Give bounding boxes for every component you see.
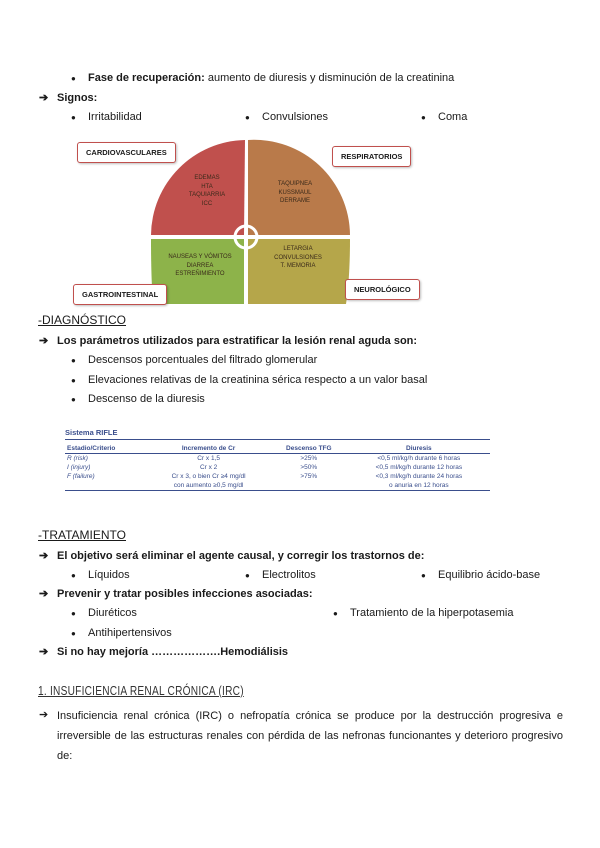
table-header-row: Estadio/Criterio Incremento de Cr Descenso TFG Diuresis [65, 444, 490, 454]
rifle-table [65, 444, 490, 491]
label-gastrointestinal: GASTROINTESTINAL [73, 284, 167, 305]
objetivo-item: ● Electrolitos [262, 569, 316, 581]
prevenir-item: ● Tratamiento de la hiperpotasemia [350, 607, 513, 619]
signo-item: ● Convulsiones [262, 111, 328, 123]
tratamiento-title: -TRATAMIENTO [38, 528, 126, 542]
signo-item: ● Coma [438, 111, 467, 123]
signo-item: ● Irritabilidad [88, 111, 142, 123]
table-row: R (risk) Cr x 1,5 >25% <0,5 ml/kg/h durante 6 horas [67, 455, 461, 462]
resp-text: TAQUIPNEA KUSSMAUL DERRAME [277, 181, 313, 205]
objetivo-item: ● Equilibrio ácido-base [438, 569, 540, 581]
irc-text: ➔ Insuficiencia renal crónica (IRC) o nefropatía crónica se produce por la destrucción progresiva e irreversible de las estructuras renales con pérdida de las nefronas funcionantes y deterioro progresivo de: [57, 706, 563, 766]
rifle-title: Sistema RIFLE [65, 428, 490, 440]
label-respiratorios: RESPIRATORIOS [332, 146, 411, 167]
recovery-text: aumento de diuresis y disminución de la creatinina [204, 72, 455, 84]
tratamiento-prevenir: ➔ Prevenir y tratar posibles infecciones asociadas: [57, 588, 313, 600]
cycle-icon [235, 226, 257, 248]
diagnostico-intro: ➔ Los parámetros utilizados para estratificar la lesión renal aguda son: [57, 335, 417, 347]
label-cardiovasculares: CARDIOVASCULARES [77, 142, 176, 163]
diagnostico-title: -DIAGNÓSTICO [38, 313, 127, 327]
tratamiento-objetivo: ➔ El objetivo será eliminar el agente causal, y corregir los trastornos de: [57, 550, 424, 562]
symptom-diagram [60, 138, 430, 306]
table-row: F (failure) Cr x 3, o bien Cr ≥4 mg/dl >75% <0,3 ml/kg/h durante 24 horas [67, 473, 463, 480]
table-row: I (injury) Cr x 2 >50% <0,5 ml/kg/h durante 12 horas [67, 464, 463, 471]
table-row: con aumento ≥0,5 mg/dl o anuria en 12 horas [65, 481, 490, 491]
prevenir-item: ● Diuréticos [88, 607, 137, 619]
neuro-text: LETARGIA CONVULSIONES T. MEMORIA [274, 246, 322, 270]
recovery-item [88, 72, 454, 84]
diagnostico-item: ● Descenso de la diuresis [88, 393, 205, 405]
recovery-label: Fase de recuperación: [88, 72, 205, 84]
irc-heading: 1. INSUFICIENCIA RENAL CRÓNICA (IRC) [38, 683, 244, 698]
objetivo-item: ● Líquidos [88, 569, 130, 581]
tratamiento-mejoria: ➔ Si no hay mejoría ……………….Hemodiálisis [57, 646, 288, 658]
diagnostico-item: ● Elevaciones relativas de la creatinina sérica respecto a un valor basal [88, 374, 427, 386]
label-neurologico: NEUROLÓGICO [345, 279, 420, 300]
signos-title: ➔ Signos: [57, 92, 97, 104]
gastro-text: NAUSEAS Y VÓMITOS DIARREA ESTREÑIMIENTO [168, 254, 232, 278]
cardio-text: EDEMAS HTA TAQUIARRIA ICC [188, 175, 226, 208]
diagnostico-item: ● Descensos porcentuales del filtrado glomerular [88, 354, 317, 366]
prevenir-item: ● Antihipertensivos [88, 627, 172, 639]
rifle-table-box [65, 428, 490, 491]
